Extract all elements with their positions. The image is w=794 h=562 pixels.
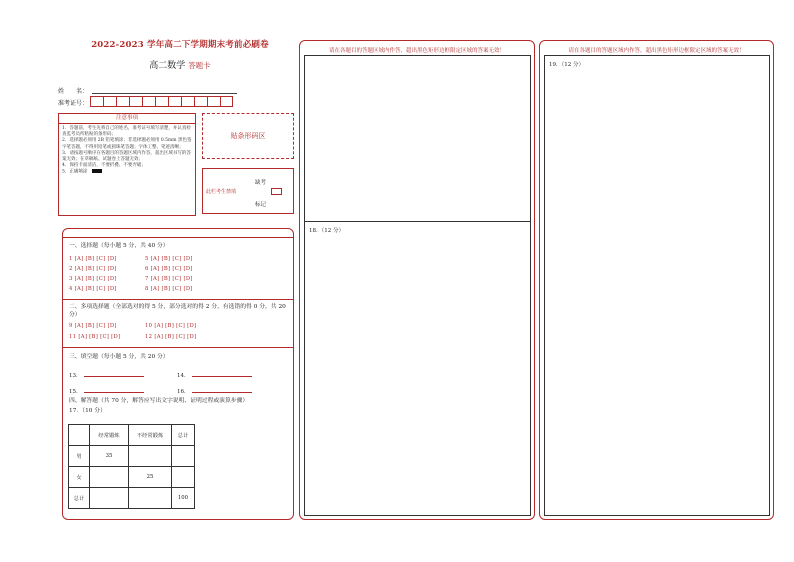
table-cell: 男 xyxy=(69,446,90,467)
table-header-cell: 经常锻炼 xyxy=(90,425,129,446)
notice-item: 4．保持卡面清洁，不要折叠、不要弄破； xyxy=(62,163,146,169)
fill-blank-q13[interactable]: 13． xyxy=(69,370,144,379)
section4-title: 四、解答题（共 70 分，解答应写出文字说明、证明过程或演算步骤） xyxy=(69,398,249,404)
exam-title: 2022-2023 学年高二下学期期末考前必刷卷 xyxy=(91,40,269,50)
section-divider xyxy=(63,299,293,300)
exam-id-digit-box[interactable] xyxy=(116,96,129,107)
answer-panel-middle xyxy=(299,40,535,520)
table-cell[interactable] xyxy=(90,488,129,509)
section-divider xyxy=(63,347,293,348)
barcode-area: 贴条形码区 xyxy=(202,113,294,159)
exam-id-digit-box[interactable] xyxy=(181,96,194,107)
q17-label: 17．（10 分） xyxy=(69,408,106,414)
answer-panel-right xyxy=(539,40,774,520)
choice-q6[interactable]: 6 [A] [B] [C] [D] xyxy=(145,266,193,272)
exam-id-field[interactable] xyxy=(90,96,233,107)
answer-sheet-label: 答题卡 xyxy=(188,61,211,70)
table-cell: 总计 xyxy=(69,488,90,509)
choice-q1[interactable]: 1 [A] [B] [C] [D] xyxy=(69,256,117,262)
choice-q12[interactable]: 12 [A] [B] [C] [D] xyxy=(145,334,197,340)
choice-q8[interactable]: 8 [A] [B] [C] [D] xyxy=(145,286,193,292)
exam-id-digit-box[interactable] xyxy=(220,96,233,107)
notice-heading: 注意事项 xyxy=(59,114,195,124)
table-cell[interactable] xyxy=(129,446,172,467)
subject-name: 高二数学 xyxy=(149,61,186,71)
exam-id-digit-box[interactable] xyxy=(90,96,103,107)
q19-label: 19．（12 分） xyxy=(549,62,584,68)
exam-id-digit-box[interactable] xyxy=(129,96,142,107)
panel-warning: 请在各题目的答题区域内作答，超出黑色矩形边框限定区域的答案无效！ xyxy=(328,48,505,54)
exam-id-digit-box[interactable] xyxy=(207,96,220,107)
exam-id-digit-box[interactable] xyxy=(194,96,207,107)
table-row xyxy=(69,467,195,488)
exam-id-digit-box[interactable] xyxy=(155,96,168,107)
table-row xyxy=(69,446,195,467)
absent-label: 缺考 xyxy=(255,180,267,186)
table-cell[interactable] xyxy=(129,488,172,509)
exam-id-digit-box[interactable] xyxy=(142,96,155,107)
table-header-cell xyxy=(69,425,90,446)
contingency-table xyxy=(68,424,195,509)
q18-label: 18．（12 分） xyxy=(309,228,344,234)
filled-mark-example xyxy=(92,169,102,173)
notice-item: 3．请按题号顺序在各题目的答题区域内作答，超出区域书写的答案无效；在草稿纸、试题卷上答题无效； xyxy=(62,150,191,163)
notice-item: 1．答题前，考生先将自己的姓名，准考证号填写清楚，并认真检查监考员所粘贴的条形码； xyxy=(62,126,191,138)
choice-q7[interactable]: 7 [A] [B] [C] [D] xyxy=(145,276,193,282)
absent-mark-box xyxy=(202,168,294,214)
table-cell[interactable] xyxy=(172,446,195,467)
section1-title: 一、选择题（每小题 5 分，共 40 分） xyxy=(69,243,169,249)
section2-title: 二、多项选择题（全部选对的得 5 分，部分选对的得 2 分，有选错的得 0 分，共 20 分） xyxy=(69,304,286,318)
exam-id-digit-box[interactable] xyxy=(103,96,116,107)
name-field[interactable] xyxy=(92,93,237,94)
section-divider xyxy=(63,237,293,238)
fill-blank-q15[interactable]: 15． xyxy=(69,386,144,395)
fill-blank-q14[interactable]: 14． xyxy=(177,370,252,379)
table-cell: 女 xyxy=(69,467,90,488)
table-row xyxy=(69,488,195,509)
choice-q5[interactable]: 5 [A] [B] [C] [D] xyxy=(145,256,193,262)
panel-warning: 请在各题目的答题区域内作答，超出黑色矩形边框限定区域的答案无效！ xyxy=(568,48,745,54)
table-cell[interactable]: 25 xyxy=(129,467,172,488)
absent-note: 此栏考生禁填 xyxy=(206,189,237,195)
notice-item-fill-example: 5．正确填涂 xyxy=(62,169,192,176)
q17-answer-box[interactable] xyxy=(304,55,531,222)
q19-answer-box[interactable] xyxy=(544,55,770,516)
table-cell[interactable] xyxy=(90,467,129,488)
choice-q10[interactable]: 10 [A] [B] [C] [D] xyxy=(145,323,197,329)
exam-id-label: 准考证号： xyxy=(58,100,89,107)
table-header-cell: 总计 xyxy=(172,425,195,446)
section3-title: 三、填空题（每小题 5 分，共 20 分） xyxy=(69,354,169,360)
table-cell[interactable] xyxy=(172,467,195,488)
q18-answer-box[interactable] xyxy=(304,221,531,516)
choice-q2[interactable]: 2 [A] [B] [C] [D] xyxy=(69,266,117,272)
fill-blank-q16[interactable]: 16． xyxy=(177,386,252,395)
table-cell[interactable]: 35 xyxy=(90,446,129,467)
exam-id-digit-box[interactable] xyxy=(168,96,181,107)
absent-checkbox[interactable] xyxy=(271,188,282,195)
table-header-cell: 不经常锻炼 xyxy=(129,425,172,446)
answer-area xyxy=(62,228,294,520)
notice-item: 2．选择题必须用 2B 铅笔填涂；非选择题必须用 0.5mm 黑色签字笔答题，不得用铅笔或圆珠笔答题；字体工整、笔迹清晰； xyxy=(62,138,192,150)
notice-box xyxy=(58,113,196,216)
name-label: 姓 名： xyxy=(58,88,89,95)
choice-q3[interactable]: 3 [A] [B] [C] [D] xyxy=(69,276,117,282)
choice-q4[interactable]: 4 [A] [B] [C] [D] xyxy=(69,286,117,292)
absent-mark-label: 标记 xyxy=(255,202,267,208)
subject-title xyxy=(120,58,240,71)
choice-q9[interactable]: 9 [A] [B] [C] [D] xyxy=(69,323,117,329)
choice-q11[interactable]: 11 [A] [B] [C] [D] xyxy=(69,334,121,340)
table-header-row xyxy=(69,425,195,446)
table-cell[interactable]: 100 xyxy=(172,488,195,509)
